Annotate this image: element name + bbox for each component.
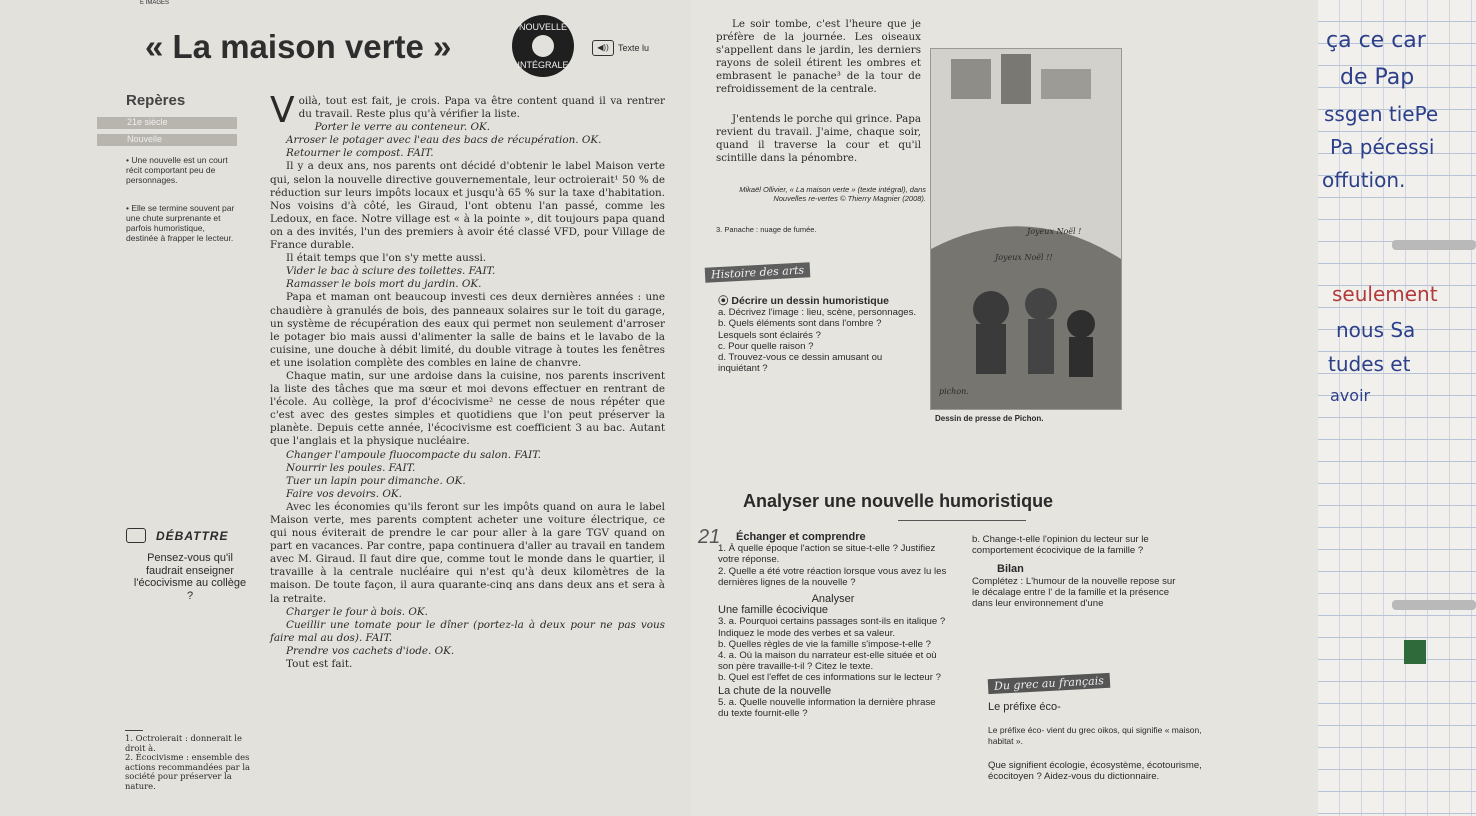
page-title: « La maison verte »: [145, 28, 452, 65]
prefixe-question: Que signifient écologie, écosystème, écotourisme, écocitoyen ? Aidez-vous du dictionnaire.: [988, 759, 1202, 782]
arrow-icon: ⦿: [718, 295, 732, 307]
story-paragraph: Chaque matin, sur une ardoise dans la cuisine, nos parents inscrivent la liste des tâches que ma sœur et moi devons effectuer en rentrant de l'école. Au collège, la prof d'écocivisme² ne cesse de nous répéter que c'est avec des gestes simples et quotidiens que l'on peut préserver la planète. Depuis cette année, l'écocivisme est coefficient 3 au bac. Autant que l'anglais et la physique nucléaire.: [270, 369, 665, 448]
cartoon-label-2: Joyeux Noël !!: [995, 253, 1053, 262]
tag-genre: Nouvelle: [97, 134, 237, 146]
prefixe-block: [988, 702, 1218, 782]
story-paragraph: Vider le bac à sciure des toilettes. FAIT.: [286, 265, 496, 278]
decrire-item: d. Trouvez-vous ce dessin amusant ou inquiétant ?: [718, 352, 883, 375]
notebook-line-7: nous Sa: [1336, 318, 1416, 342]
story-end-2: J'entends le porche qui grince. Papa revient du travail. J'aime, chaque soir, quand il traverse la cour et qu'il scintille dans la pénombre.: [716, 113, 921, 164]
tag-century: 21e siècle: [97, 117, 237, 129]
footnote-3: 3. Panache : nuage de fumée.: [716, 225, 817, 234]
decrire-block: [718, 296, 918, 374]
notebook-line-1: ça ce car: [1326, 28, 1426, 53]
header-tag: E IMAGES: [140, 0, 170, 6]
story-paragraph: Prendre vos cachets d'iode. OK.: [286, 644, 455, 657]
echanger-item: 1. À quelle époque l'action se situe-t-elle ? Justifiez votre réponse.: [718, 543, 936, 566]
decrire-title: ⦿ Décrire un dessin humoristique: [718, 295, 889, 307]
debattre-title: DÉBATTRE: [156, 528, 229, 543]
speaker-icon: ◀)): [592, 40, 614, 56]
notebook-line-2: de Pap: [1340, 65, 1415, 90]
histoire-des-arts-label: Histoire des arts: [705, 262, 811, 282]
story-paragraph: Porter le verre au conteneur. OK.: [314, 121, 491, 134]
notebook-line-5: offution.: [1322, 168, 1406, 192]
cartoon-label-1: Joyeux Noël !: [1027, 227, 1082, 236]
section-title: Analyser une nouvelle humoristique: [743, 491, 1054, 511]
story-paragraph: Charger le four à bois. OK.: [286, 605, 428, 618]
side-note-1: • Une nouvelle est un court récit comportant peu de personnages.: [126, 155, 228, 185]
story-text: [270, 90, 665, 671]
story-paragraph: Il y a deux ans, nos parents ont décidé d'obtenir le label Maison verte qui, selon la nouvelle directive gouvernementale, leur octroierait¹ 50 % de réduction sur leurs impôts locaux et jusqu'à 65 % sur la taxe d'habitation. Nos voisins d'à côté, les Giraud, l'ont obtenu l'an passé, comme les Ledoux, en face. Notre village est « à la pointe », dit toujours papa quand on a des invités, l'un des premiers à avoir été classé VFD, pour Village de France durable.: [270, 160, 665, 252]
famille-item: 4. a. Où la maison du narrateur est-elle située et où son père travaille-t-il ? Citez le texte.: [718, 650, 937, 673]
story-paragraph: Papa et maman ont beaucoup investi ces deux dernières années : une chaudière à granulés de bois, des panneaux solaires sur le toit du garage, un système de récupération des eaux qui permet non seulement d'arroser le potager bio mais aussi d'alimenter la salle de bains et le lavabo de la cuisine, une douche à débit limité, du double vitrage à toutes les fenêtres et une isolation complète des combles en laine de chanvre.: [270, 291, 665, 369]
binder-ring: [1392, 240, 1476, 250]
cartoon-image: [930, 48, 1122, 410]
grec-label: Du grec au français: [988, 673, 1110, 694]
right-column: [972, 534, 1182, 609]
notebook-line-3: ssgen tiePe: [1324, 102, 1439, 126]
famille-item: b. Quelles règles de vie la famille s'impose-t-elle ?: [718, 638, 931, 650]
famille-item: 3. a. Pourquoi certains passages sont-ils en italique ? Indiquez le mode des verbes et sa valeur.: [718, 616, 946, 639]
audio-button[interactable]: [592, 40, 649, 56]
badge-icon: [512, 15, 574, 77]
story-paragraph: Changer l'ampoule fluocompacte du salon. FAIT.: [286, 448, 541, 461]
section-rule: [898, 520, 1026, 521]
debattre-heading: [126, 528, 228, 543]
story-paragraph: Ramasser le bois mort du jardin. OK.: [286, 278, 482, 291]
prefixe-text: Le préfixe éco- vient du grec oikos, qui signifie « maison, habitat ».: [988, 725, 1202, 747]
story-paragraph: Cueillir une tomate pour le dîner (portez-la à deux pour ne pas vous faire mal au dos). FAIT.: [270, 618, 665, 644]
handwritten-mark: 21: [698, 526, 721, 548]
notebook-line-9: avoir: [1330, 386, 1371, 405]
badge-top: NOUVELLE: [518, 22, 568, 32]
notebook-page: [1318, 0, 1476, 816]
badge-bottom: INTÉGRALE: [517, 60, 569, 70]
cartoon-caption: Dessin de presse de Pichon.: [935, 414, 1044, 423]
story-paragraph: Tout est fait.: [286, 658, 353, 671]
audio-label: Texte lu: [618, 43, 650, 53]
story-paragraph: [270, 95, 665, 121]
chute-item-b: b. Change-t-elle l'opinion du lecteur sur le comportement écocivique de la famille ?: [972, 534, 1149, 557]
bilan-title: Bilan: [997, 563, 1024, 576]
cartoon-drawing: [931, 49, 1121, 409]
story-paragraph: Tuer un lapin pour dimanche. OK.: [286, 474, 466, 487]
notebook-line-4: Pa pécessi: [1330, 135, 1435, 159]
story-paragraph: Retourner le compost. FAIT.: [286, 147, 434, 160]
decrire-item: b. Quels éléments sont dans l'ombre ? Lesquels sont éclairés ?: [718, 318, 882, 341]
story-paragraph: Faire vos devoirs. OK.: [286, 487, 402, 500]
prefixe-title: Le préfixe éco-: [988, 701, 1061, 713]
chute-item: 5. a. Quelle nouvelle information la dernière phrase du texte fournit-elle ?: [718, 696, 936, 720]
famille-title: Une famille écocivique: [718, 604, 829, 617]
chute-title: La chute de la nouvelle: [718, 684, 832, 697]
bilan-text: Complétez : L'humour de la nouvelle repose sur le décalage entre l' de la famille et la présence dans leur environnement d'une: [972, 575, 1176, 610]
drop-cap: V: [270, 90, 295, 131]
story-text-span: oilà, tout est fait, je crois. Papa va être content quand il va rentrer du travail. Reste plus qu'à vérifier la liste.: [298, 95, 665, 121]
footnote-rule: [125, 730, 143, 731]
story-paragraph: Avec les économies qu'ils feront sur les impôts quand on aura le label Maison verte, mes parents comptent acheter une voiture électrique, ce qui nous éviterait de prendre le car pour aller à la gare TGV quand on part en vacances. Par contre, papa continuera d'aller au travail en tandem avec M. Giraud. Il faut dire que, comme tout le monde dans le quartier, il travaille à la centrale nucléaire qui n'est qu'à deux kilomètres de la maison. De toute façon, il aura quarante-cinq ans dans deux ans et sera à la retraite.: [270, 500, 665, 605]
notebook-line-8: tudes et: [1328, 352, 1411, 376]
famille-item: b. Quel est l'effet de ces informations sur le lecteur ?: [718, 672, 941, 684]
notebook-line-6: seulement: [1332, 282, 1438, 306]
debattre-question: Pensez-vous qu'il faudrait enseigner l'écocivisme au collège ?: [133, 552, 247, 602]
reperes-title: Repères: [126, 92, 186, 109]
side-note-2: • Elle se termine souvent par une chute surprenante et parfois humoristique, destinée à frapper le lecteur.: [126, 203, 235, 243]
analyser-title: Analyser: [811, 593, 855, 606]
story-paragraph: Arroser le potager avec l'eau des bacs de récupération. OK.: [286, 134, 602, 147]
decrire-item: a. Décrivez l'image : lieu, scène, personnages.: [718, 307, 917, 319]
decrire-item: c. Pour quelle raison ?: [718, 340, 814, 352]
binder-tab: [1404, 640, 1426, 664]
echanger-item: 2. Quelle a été votre réaction lorsque vous avez lu les dernières lignes de la nouvelle ?: [718, 565, 947, 588]
footnote-2: 2. Écocivisme : ensemble des actions recommandées par la société pour préserver la nature.: [125, 752, 251, 791]
footnote-1: 1. Octroierait : donnerait le droit à.: [125, 733, 242, 753]
speech-bubble-icon: [126, 528, 146, 543]
story-paragraph: Il était temps que l'on s'y mette aussi.: [286, 252, 487, 265]
credit: Mikaël Ollivier, « La maison verte » (texte intégral), dans Nouvelles re-vertes © Thierry Magnier (2008).: [739, 185, 926, 203]
echanger-title: Échanger et comprendre: [736, 531, 866, 543]
story-paragraph: Nourrir les poules. FAIT.: [286, 461, 416, 474]
cartoon-signature: pichon.: [939, 387, 969, 396]
binder-ring: [1392, 600, 1476, 610]
footnotes: [125, 730, 265, 791]
badge-center: [532, 35, 554, 57]
story-end: Le soir tombe, c'est l'heure que je préfère de la journée. Les oiseaux s'appellent dans le jardin, les derniers rayons de soleil étirent les ombres et embrasent le panache³ de la tour de refroidissement de la centrale.: [716, 18, 921, 95]
echanger-block: [718, 532, 948, 719]
